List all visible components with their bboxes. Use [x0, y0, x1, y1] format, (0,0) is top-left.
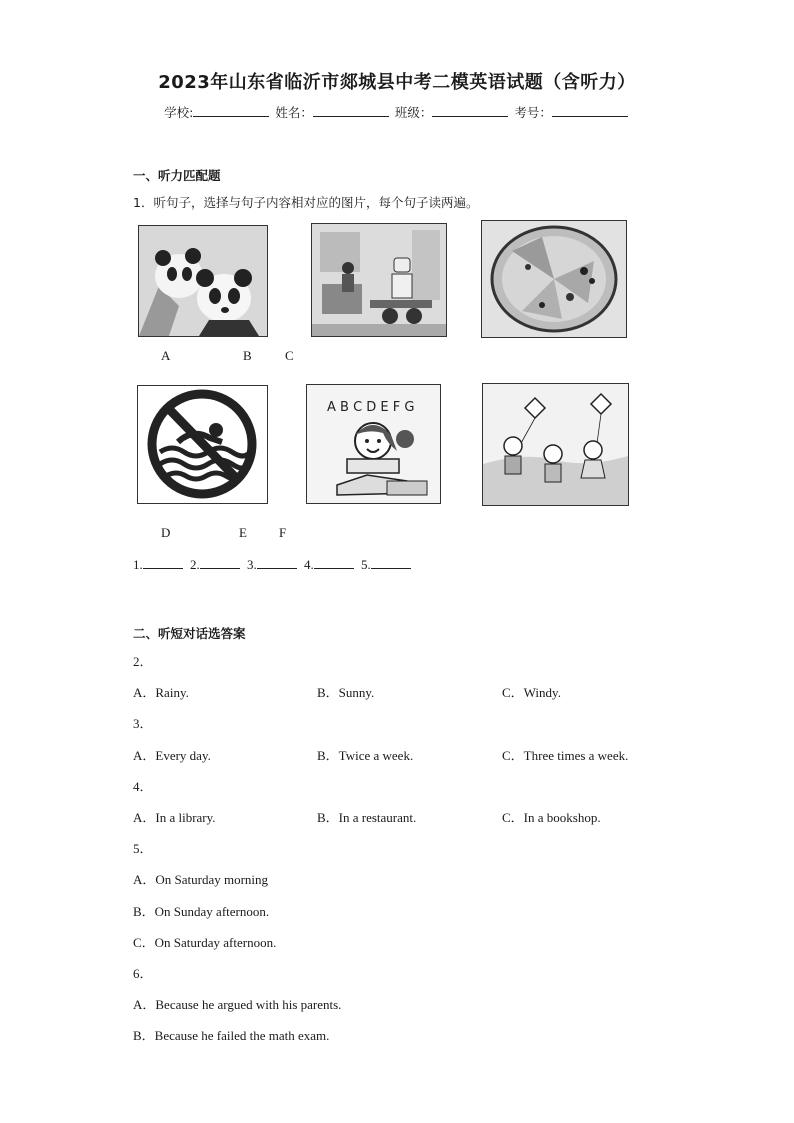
picture-a: [138, 225, 268, 337]
svg-text:A B C D E F G: A B C D E F G: [327, 400, 415, 415]
girl-reading-alphabet-icon: [307, 385, 440, 503]
answer-5-label: 5.: [361, 557, 371, 572]
answer-1-label: 1.: [133, 557, 143, 572]
page-title: 2023年山东省临沂市郯城县中考二模英语试题（含听力）: [158, 72, 636, 93]
answer-4-label: 4.: [304, 557, 314, 572]
answer-3-blank[interactable]: [257, 558, 297, 569]
class-label: 班级：: [394, 105, 433, 120]
section-1-instruction: 1．听句子，选择与句子内容相对应的图片，每个句子读两遍。: [133, 195, 479, 210]
question-5-option-b[interactable]: B．On Sunday afternoon.: [133, 904, 270, 919]
picture-b-label: B: [243, 348, 252, 363]
picture-c-label: C: [285, 348, 294, 363]
question-6-number: 6．: [133, 966, 153, 981]
office-robot-photo-icon: [312, 224, 446, 336]
picture-c: [481, 220, 627, 338]
school-label: 学校:: [164, 105, 194, 120]
section-1-heading: 一、听力匹配题: [133, 168, 221, 183]
answer-blanks: [133, 557, 415, 573]
no-swimming-sign-icon: [138, 386, 267, 503]
question-3-option-b[interactable]: B．Twice a week.: [317, 748, 414, 763]
question-2-option-a[interactable]: A．Rainy.: [133, 685, 189, 700]
question-3-option-c[interactable]: C．Three times a week.: [502, 748, 629, 763]
question-3-number: 3．: [133, 716, 153, 731]
question-5-option-a[interactable]: A．On Saturday morning: [133, 872, 269, 887]
question-4-number: 4．: [133, 779, 153, 794]
name-label: 姓名：: [275, 105, 313, 120]
name-blank[interactable]: [313, 105, 389, 117]
answer-1-blank[interactable]: [143, 558, 183, 569]
question-5-number: 5．: [133, 841, 153, 856]
pizza-photo-icon: [482, 221, 626, 337]
exam-number-blank[interactable]: [552, 105, 628, 117]
question-4-option-c[interactable]: C．In a bookshop.: [502, 810, 601, 825]
answer-2-blank[interactable]: [200, 558, 240, 569]
section-2-heading: 二、听短对话选答案: [133, 626, 246, 641]
class-blank[interactable]: [432, 105, 508, 117]
question-3-option-a[interactable]: A．Every day.: [133, 748, 211, 763]
panda-photo-icon: [139, 226, 267, 336]
question-2-number: 2．: [133, 654, 153, 669]
picture-e-label: E: [239, 525, 247, 540]
question-2-option-c[interactable]: C．Windy.: [502, 685, 561, 700]
picture-d-label: D: [161, 525, 171, 540]
answer-2-label: 2.: [190, 557, 200, 572]
question-5-option-c[interactable]: C．On Saturday afternoon.: [133, 935, 277, 950]
picture-a-label: A: [161, 348, 171, 363]
exam-number-label: 考号：: [514, 105, 552, 120]
answer-4-blank[interactable]: [314, 558, 354, 569]
student-info-line: [0, 103, 794, 121]
picture-d: [137, 385, 268, 504]
question-2-option-b[interactable]: B．Sunny.: [317, 685, 375, 700]
question-4-option-b[interactable]: B．In a restaurant.: [317, 810, 417, 825]
question-4-option-a[interactable]: A．In a library.: [133, 810, 216, 825]
picture-f: [482, 383, 629, 506]
kids-flying-kites-icon: [483, 384, 628, 505]
picture-e: [306, 384, 441, 504]
question-6-option-b[interactable]: B．Because he failed the math exam.: [133, 1028, 330, 1043]
answer-5-blank[interactable]: [371, 558, 411, 569]
picture-b: [311, 223, 447, 337]
question-6-option-a[interactable]: A．Because he argued with his parents.: [133, 997, 342, 1012]
answer-3-label: 3.: [247, 557, 257, 572]
picture-f-label: F: [279, 525, 287, 540]
school-blank[interactable]: [193, 105, 269, 117]
